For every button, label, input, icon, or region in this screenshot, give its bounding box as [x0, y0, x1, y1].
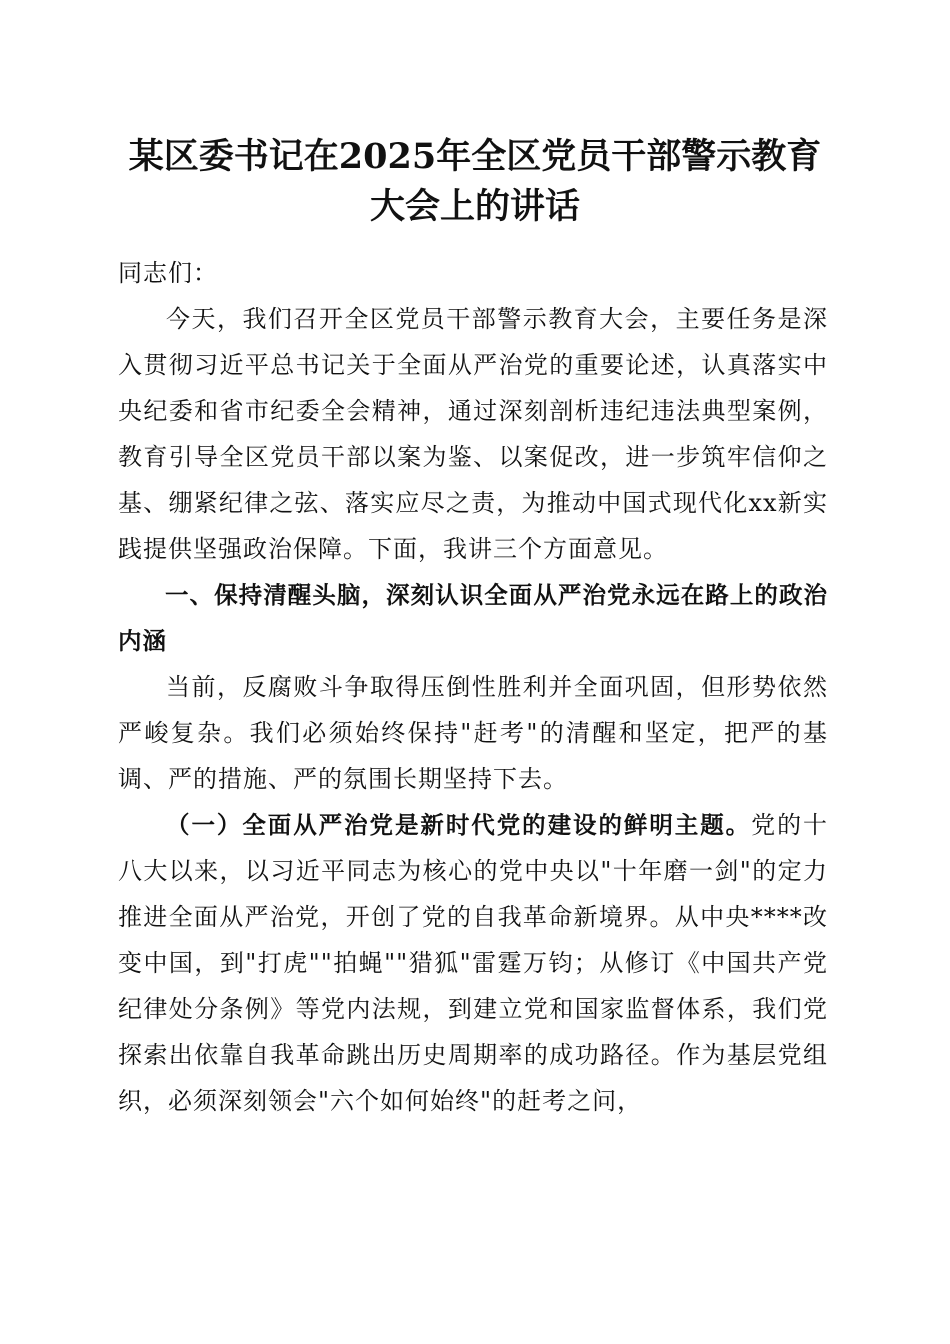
- document-body: [118, 250, 828, 1124]
- section-1-paragraph: 当前，反腐败斗争取得压倒性胜利并全面巩固，但形势依然严峻复杂。我们必须始终保持"赶考"的清醒和坚定，把严的基调、严的措施、严的氛围长期坚持下去。: [118, 673, 828, 793]
- subsection-1-paragraph: [118, 802, 828, 1124]
- subsection-1-text: 党的十八大以来，以习近平同志为核心的党中央以"十年磨一剑"的定力推进全面从严治党，开创了党的自我革命新境界。从中央****改变中国，到"打虎""拍蝇""猎狐"雷霆万钧；从修订《中国共产党纪律处分条例》等党内法规，到建立党和国家监督体系，我们党探索出依靠自我革命跳出历史周期率的成功路径。作为基层党组织，必须深刻领会"六个如何始终"的赶考之问，: [118, 811, 829, 1115]
- document-title: [110, 132, 840, 232]
- intro-paragraph: 今天，我们召开全区党员干部警示教育大会，主要任务是深入贯彻习近平总书记关于全面从严治党的重要论述，认真落实中央纪委和省市纪委全会精神，通过深刻剖析违纪违法典型案例，教育引导全区党员干部以案为鉴、以案促改，进一步筑牢信仰之基、绷紧纪律之弦、落实应尽之责，为推动中国式现代化xx新实践提供坚强政治保障。下面，我讲三个方面意见。: [118, 305, 828, 563]
- salutation: 同志们：: [118, 259, 218, 287]
- subsection-1-heading: （一）全面从严治党是新时代党的建设的鲜明主题。: [166, 811, 752, 839]
- section-1-heading: 一、保持清醒头脑，深刻认识全面从严治党永远在路上的政治内涵: [118, 581, 828, 655]
- title-line-1: 某区委书记在2025年全区党员干部警示教育: [128, 136, 822, 177]
- title-line-2: 大会上的讲话: [369, 186, 580, 227]
